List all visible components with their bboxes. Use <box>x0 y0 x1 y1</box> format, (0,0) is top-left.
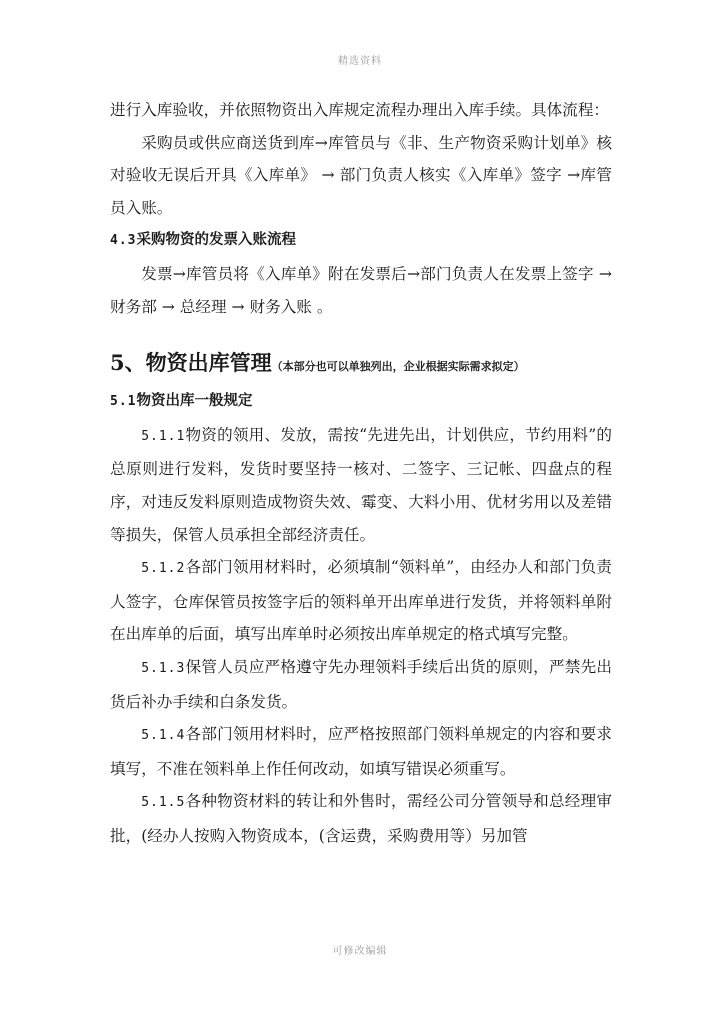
subheading-4-3 <box>110 224 612 258</box>
subheading-number: 5.1 <box>110 394 137 410</box>
section-spacer <box>110 323 612 345</box>
intro-paragraph: 进行入库验收，并依照物资出入库规定流程办理出入库手续。具体流程： <box>110 101 610 119</box>
rule-paragraph-5-1-5 <box>110 785 612 852</box>
rule-number: 5.1.4 <box>141 728 186 744</box>
page-header: 精选资料 <box>338 56 382 67</box>
rule-number: 5.1.2 <box>141 561 186 577</box>
rule-paragraph-5-1-4 <box>110 718 612 785</box>
rule-text: 保管人员应严格遵守先办理领料手续后出货的原则，严禁先出货后补办手续和白条发货。 <box>110 657 612 711</box>
rule-number: 5.1.3 <box>141 660 186 676</box>
invoice-flow-paragraph: 发票→库管员将《入库单》附在发票后→部门负责人在发票上签字 → 财务部 → 总经理 → 财务入账 。 <box>110 264 612 316</box>
subheading-5-1 <box>110 385 612 419</box>
subheading-number: 4.3 <box>110 233 137 249</box>
rule-text: 物资的领用、发放，需按“先进先出，计划供应，节约用料”的总原则进行发料，发货时要坚持一核对、二签字、三记帐、四盘点的程序，对违反发料原则造成物资失效、霉变、大料小用、优材劣用以及差错等损失，保管人员承担全部经济责任。 <box>110 425 612 544</box>
rule-number: 5.1.5 <box>141 795 186 811</box>
section-note: （本部分也可以单独列出，企业根据实际需求拟定） <box>271 360 525 374</box>
rule-text: 各种物资材料的转让和外售时，需经公司分管领导和总经理审批，(经办人按购入物资成本，(含运费，采购费用等）另加管 <box>110 792 612 845</box>
rule-text: 各部门领用材料时，必须填制“领料单”，由经办人和部门负责人签字，仓库保管员按签字后的领料单开出库单进行发货，并将领料单附在出库单的后面，填写出库单时必须按出库单规定的格式填写完整。 <box>110 558 612 644</box>
rule-paragraph-5-1-1 <box>110 419 612 551</box>
section-5-heading <box>110 345 612 385</box>
rule-paragraph-5-1-2 <box>110 551 612 651</box>
document-body <box>110 94 612 852</box>
section-title: 5、物资出库管理 <box>110 350 272 376</box>
subheading-title: 物资出库一般规定 <box>136 393 253 410</box>
rule-text: 各部门领用材料时，应严格按照部门领料单规定的内容和要求填写，不准在领料单上作任何改动，如填写错误必须重写。 <box>110 725 612 778</box>
rule-number: 5.1.1 <box>141 428 186 444</box>
rule-paragraph-5-1-3 <box>110 651 612 718</box>
receiving-flow-paragraph: 采购员或供应商送货到库→库管员与《非、生产物资采购计划单》核对验收无误后开具《入库单》 → 部门负责人核实《入库单》签字 →库管员入账。 <box>110 133 612 217</box>
subheading-title: 采购物资的发票入账流程 <box>136 232 296 249</box>
page-footer: 可修改编辑 <box>332 946 388 957</box>
